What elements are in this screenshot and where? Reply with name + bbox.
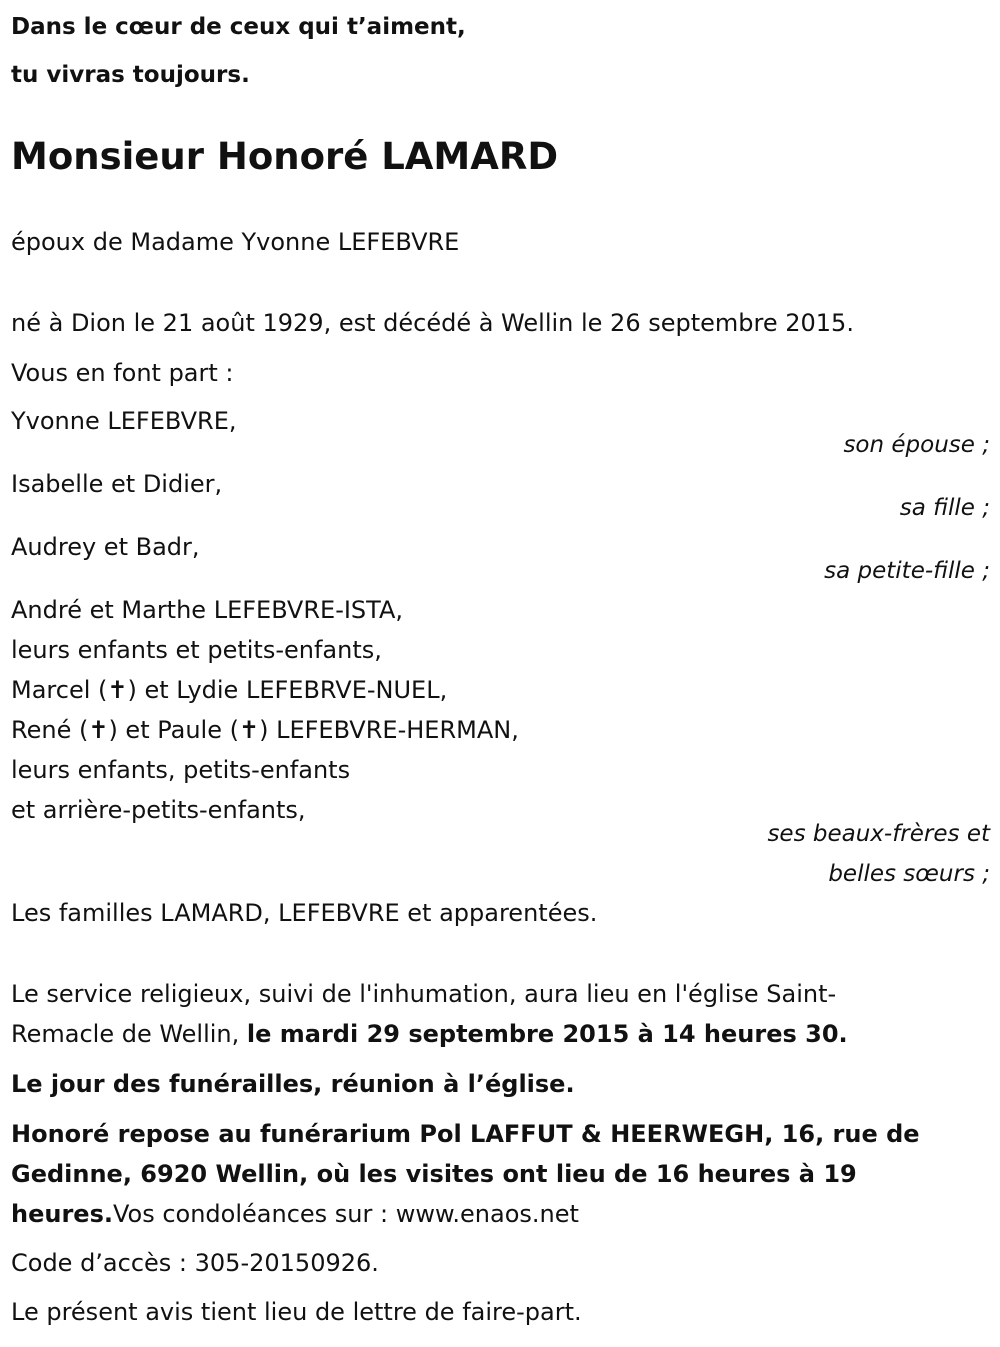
family-spouse-role: son épouse ; xyxy=(843,432,990,458)
inlaws-line-1: André et Marthe LEFEBVRE-ISTA, xyxy=(11,596,404,624)
deceased-name: Monsieur Honoré LAMARD xyxy=(11,135,559,178)
repose-line-2: Gedinne, 6920 Wellin, où les visites ont lieu de 16 heures à 19 xyxy=(11,1160,857,1188)
quote-line-2: tu vivras toujours. xyxy=(11,62,250,88)
inlaws-line-2: leurs enfants et petits-enfants, xyxy=(11,636,382,664)
service-line-1: Le service religieux, suivi de l'inhumation, aura lieu en l'église Saint- xyxy=(11,980,837,1008)
inlaws-line-6: et arrière-petits-enfants, xyxy=(11,796,306,824)
repose-line-1: Honoré repose au funérarium Pol LAFFUT & HEERWEGH, 16, rue de xyxy=(11,1120,920,1148)
inlaws-line-4: René (✝) et Paule (✝) LEFEBVRE-HERMAN, xyxy=(11,716,519,744)
notice-line: Le présent avis tient lieu de lettre de faire-part. xyxy=(11,1298,582,1326)
service-line-2 xyxy=(11,1022,848,1046)
announcement-intro: Vous en font part : xyxy=(11,359,234,387)
condolences-text: Vos condoléances sur : www.enaos.net xyxy=(112,1200,579,1228)
repose-hours-end: heures. xyxy=(11,1200,113,1228)
gathering-line: Le jour des funérailles, réunion à l’église. xyxy=(11,1070,575,1098)
quote-line-1: Dans le cœur de ceux qui t’aiment, xyxy=(11,14,466,40)
family-daughter-name: Isabelle et Didier, xyxy=(11,470,223,498)
inlaws-role-line-2: belles sœurs ; xyxy=(828,861,990,887)
birth-death-line: né à Dion le 21 août 1929, est décédé à Wellin le 26 septembre 2015. xyxy=(11,309,854,337)
inlaws-line-3: Marcel (✝) et Lydie LEFEBRVE-NUEL, xyxy=(11,676,448,704)
access-code-line: Code d’accès : 305-20150926. xyxy=(11,1249,379,1277)
family-granddaughter-name: Audrey et Badr, xyxy=(11,533,200,561)
inlaws-line-5: leurs enfants, petits-enfants xyxy=(11,756,351,784)
repose-line-3 xyxy=(11,1202,579,1226)
families-line: Les familles LAMARD, LEFEBVRE et apparentées. xyxy=(11,899,598,927)
service-datetime: le mardi 29 septembre 2015 à 14 heures 30. xyxy=(246,1020,848,1048)
inlaws-role-line-1: ses beaux-frères et xyxy=(767,821,990,847)
family-daughter-role: sa fille ; xyxy=(899,495,990,521)
spouse-line: époux de Madame Yvonne LEFEBVRE xyxy=(11,228,460,256)
family-spouse-name: Yvonne LEFEBVRE, xyxy=(11,407,237,435)
service-location-text: Remacle de Wellin, xyxy=(11,1020,247,1048)
family-granddaughter-role: sa petite-fille ; xyxy=(824,558,990,584)
